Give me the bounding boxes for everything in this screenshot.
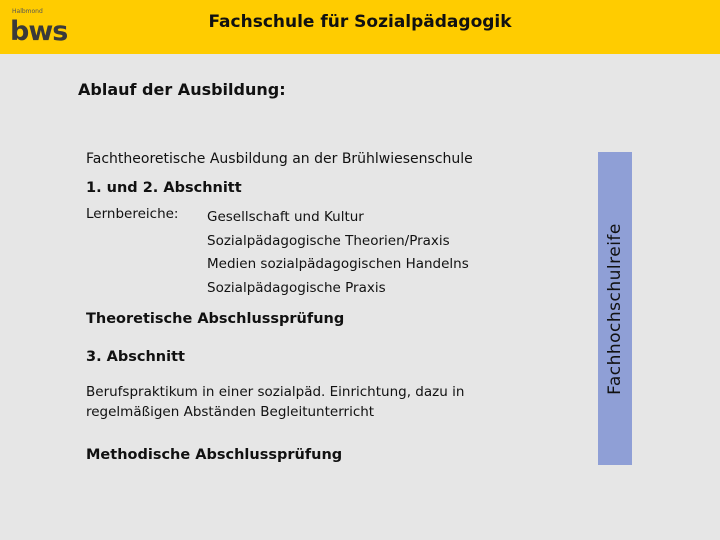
list-item: Medien sozialpädagogischen Handelns: [207, 256, 469, 272]
logo-wordmark: bws: [10, 16, 68, 47]
practice-line-1: Berufspraktikum in einer sozialpäd. Einrichtung, dazu in: [86, 384, 465, 400]
logo-caption: Halbmond: [12, 8, 43, 15]
list-item: Sozialpädagogische Praxis: [207, 279, 386, 296]
section-heading-3: 3. Abschnitt: [86, 349, 185, 365]
lernbereiche-list: [207, 206, 469, 300]
theory-exam-heading: Theoretische Abschlussprüfung: [86, 311, 345, 327]
intro-text: Fachtheoretische Ausbildung an der Brühlwiesenschule: [86, 151, 473, 167]
list-item: Gesellschaft und Kultur: [207, 209, 364, 225]
side-bar-label: Fachhochschulreife: [605, 222, 625, 395]
method-exam-heading: Methodische Abschlussprüfung: [86, 447, 343, 463]
list-item: Sozialpädagogische Theorien/Praxis: [207, 232, 450, 249]
practice-description: [86, 382, 556, 422]
page-title: Ablauf der Ausbildung:: [78, 80, 286, 99]
fachhochschulreife-bar: [598, 152, 632, 465]
section-heading-1: 1. und 2. Abschnitt: [86, 180, 242, 196]
header-bar: [0, 0, 720, 54]
lernbereiche-label: Lernbereiche:: [86, 206, 179, 222]
practice-line-2: regelmäßigen Abständen Begleitunterricht: [86, 404, 375, 420]
header-title: Fachschule für Sozialpädagogik: [208, 12, 512, 32]
